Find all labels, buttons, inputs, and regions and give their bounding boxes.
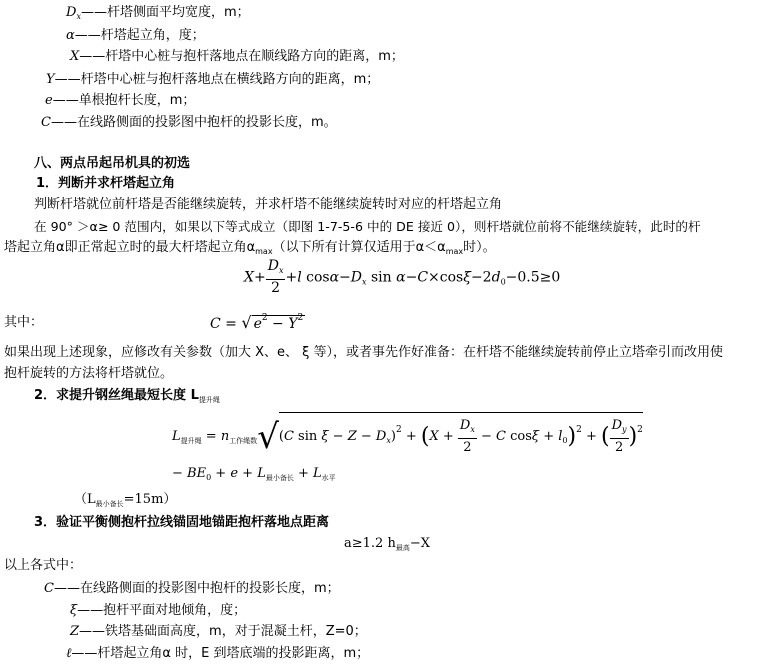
var-def-l: ℓ——杆塔起立角α 时，E 到塔底端的投影距离，m； bbox=[66, 646, 370, 661]
paragraph-2a: 在 90° ＞α≥ 0 范围内，如果以下等式成立（即图 1-7-5-6 中的 DE 接近 0），则杆塔就位前将不能继续旋转，此时的杆 bbox=[34, 219, 701, 234]
equation-c: C = √ $e^2 - Y^2$ bbox=[210, 313, 304, 332]
paragraph-3b: 抱杆旋转的方法将杆塔就位。 bbox=[4, 366, 174, 381]
section-title: 八、两点吊起吊机具的初选 bbox=[34, 156, 191, 171]
paragraph-3a: 如果出现上述现象，应修改有关参数（加大 X、e、 ξ 等），或者事先作好准备：在杆塔不能继续旋转前停止立塔牵引而改用使 bbox=[4, 345, 724, 360]
subsection-2-title: 2．求提升钢丝绳最短长度 $L_{提升绳}$ bbox=[34, 388, 220, 404]
subsection-1-title: 1．判断并求杆塔起立角 bbox=[36, 176, 176, 191]
above-label: 以上各式中： bbox=[4, 558, 83, 573]
var-def-e: e——单根抱杆长度，m； bbox=[45, 93, 196, 108]
equation-rope-length: $L_{提升绳} = n_{工作绳数}√(C$ $\sin \xi - Z - D_x)^2 + (X$ + $\frac{D_x}{2}$ − C $\cos\xi + l_0)^2$ + ( $\frac{D_y}{2}$ )$^2$ bbox=[172, 412, 643, 457]
var-def-dx: $D_x——$杆塔侧面平均宽度，m； bbox=[66, 5, 250, 21]
where-label: 其中： bbox=[4, 315, 44, 330]
var-def-xi: ξ——抱杆平面对地倾角，度； bbox=[70, 603, 247, 618]
equation-rotation-condition: X+ $\frac{D_x}{2}$ +l $\cos\alpha-D_x$ $\sin \alpha-C\times\cos\xi-2d_0-0.5\ge 0$ bbox=[244, 258, 561, 296]
inequality-anchor-distance: a≥1.2 $h_{最高}-X$ bbox=[344, 536, 430, 552]
equation-rope-length-cont: − $BE_0 + e + L_{最小备长} + L_{水平}$ bbox=[172, 466, 336, 482]
var-def-c-2: C——在线路侧面的投影图中抱杆的投影长度，m； bbox=[44, 581, 340, 596]
paragraph-1: 判断杆塔就位前杆塔是否能继续旋转，并求杆塔不能继续旋转时对应的杆塔起立角 bbox=[34, 197, 503, 212]
subsection-3-title: 3．验证平衡侧抱杆拉线锚固地锚距抱杆落地点距离 bbox=[34, 515, 330, 530]
lmin-note: $(L_{最小备长}=15m)$ bbox=[74, 492, 177, 508]
var-def-z: Z——铁塔基础面高度，m，对于混凝土杆，Z=0； bbox=[70, 624, 367, 639]
paragraph-2b: 塔起立角α即正常起立时的最大杆塔起立角$\alpha_{max}$（以下所有计算仅适用于$\alpha<\alpha_{max}$时）。 bbox=[4, 240, 496, 256]
var-def-x: X——杆塔中心桩与抱杆落地点在顺线路方向的距离，m； bbox=[70, 49, 404, 64]
var-def-alpha: α——杆塔起立角，度； bbox=[66, 28, 205, 43]
var-def-y: Y——杆塔中心桩与抱杆落地点在横线路方向的距离，m； bbox=[46, 72, 380, 87]
var-def-c: C——在线路侧面的投影图中抱杆的投影长度，m。 bbox=[41, 115, 337, 130]
